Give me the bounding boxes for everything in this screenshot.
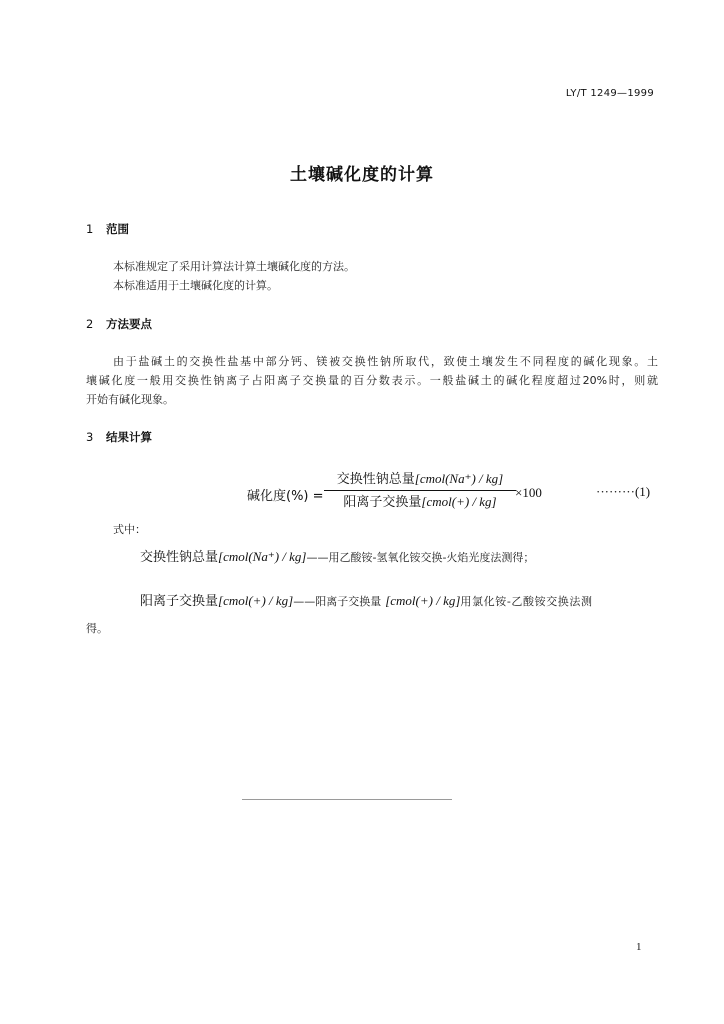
variable-unit: [cmol(Na⁺) / kg] [218, 549, 307, 564]
page-number: 1 [636, 941, 642, 953]
section-2-heading [86, 316, 152, 332]
denominator-label: 阳离子交换量 [343, 495, 422, 510]
paragraph-line: 开始有碱化现象。 [86, 393, 174, 406]
denominator-unit: [cmol(+) / kg] [421, 494, 497, 509]
formula-denominator [324, 491, 516, 513]
numerator-unit: [cmol(Na⁺) / kg] [414, 471, 504, 486]
standard-code: LY/T 1249—1999 [565, 88, 654, 99]
variable-definition [140, 546, 534, 565]
variable-dash: ——阳离子交换量 [293, 595, 382, 608]
variable-label: 交换性钠总量 [140, 550, 219, 565]
section-1-heading [86, 221, 129, 237]
paragraph-line: 壤碱化度一般用交换性钠离子占阳离子交换量的百分数表示。一般盐碱土的碱化程度超过20%时，则就 [86, 374, 658, 387]
variable-continuation: 得。 [86, 622, 108, 635]
numerator-label: 交换性钠总量 [336, 472, 415, 487]
section-number: 1 [86, 222, 94, 236]
paragraph: 本标准规定了采用计算法计算土壤碱化度的方法。 [113, 260, 355, 273]
formula-fraction [324, 468, 516, 513]
section-title: 结果计算 [106, 430, 152, 444]
variable-description: 用氯化铵-乙酸铵交换法测 [460, 595, 593, 608]
variable-definition [140, 590, 593, 609]
equation-number: ·········(1) [596, 484, 651, 499]
formula-numerator [324, 468, 516, 491]
paragraph-line: 由于盐碱土的交换性盐基中部分钙、镁被交换性钠所取代，致使土壤发生不同程度的碱化现象。土 [113, 355, 658, 368]
section-number: 2 [86, 317, 94, 331]
variable-inline-unit: [cmol(+) / kg] [385, 593, 461, 608]
section-title: 方法要点 [106, 317, 152, 331]
section-3-heading [86, 429, 152, 445]
page-title: 土壤碱化度的计算 [290, 165, 434, 185]
section-title: 范围 [106, 222, 129, 236]
variable-description: ——用乙酸铵-氢氧化铵交换-火焰光度法测得； [306, 551, 535, 564]
formula-multiplier: ×100 [515, 485, 542, 500]
section-number: 3 [86, 430, 94, 444]
variable-unit: [cmol(+) / kg] [218, 593, 294, 608]
end-rule [242, 799, 452, 800]
formula-lhs: 碱化度(%) = [247, 489, 324, 504]
where-label: 式中： [113, 523, 146, 536]
paragraph: 本标准适用于土壤碱化度的计算。 [113, 279, 278, 292]
variable-label: 阳离子交换量 [140, 594, 219, 609]
